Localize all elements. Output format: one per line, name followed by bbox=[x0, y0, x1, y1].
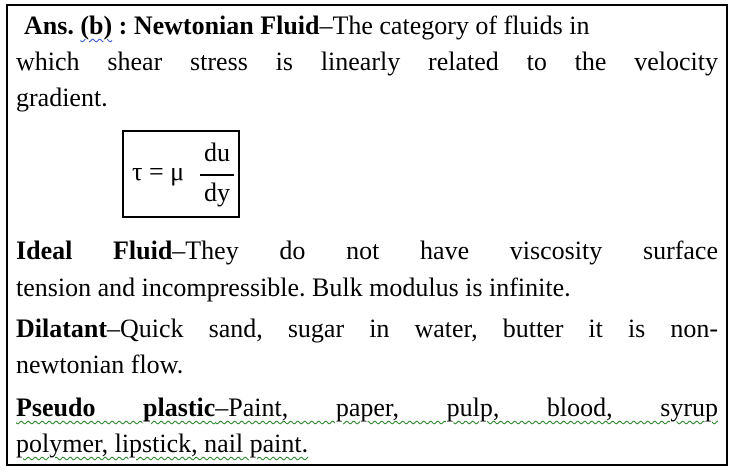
answer-label bbox=[24, 11, 319, 40]
ideal-fluid-line1 bbox=[16, 233, 718, 269]
answer-text-line3: gradient. bbox=[16, 83, 108, 112]
dilatant-line1 bbox=[16, 311, 718, 347]
answer-ans-text: Ans. bbox=[24, 11, 74, 40]
pseudo-plastic-line1 bbox=[16, 390, 718, 426]
fraction-bar bbox=[200, 174, 234, 176]
answer-term: Newtonian Fluid bbox=[133, 11, 320, 40]
shear-stress-formula bbox=[122, 130, 240, 218]
answer-heading-line bbox=[24, 8, 718, 44]
pseudo-plastic-text1: –Paint, paper, pulp, blood, syrup bbox=[215, 393, 718, 422]
dilatant-term: Dilatant bbox=[16, 314, 107, 343]
answer-text-line1: –The category of fluids in bbox=[319, 11, 590, 40]
pseudo-plastic-text2: polymer, lipstick, nail paint. bbox=[16, 429, 309, 458]
formula-numerator: du bbox=[204, 138, 230, 167]
ideal-fluid-term: Ideal Fluid bbox=[16, 236, 173, 265]
pseudo-plastic-line2 bbox=[16, 426, 718, 462]
answer-text-line2: which shear stress is linearly related to the velocity bbox=[16, 47, 718, 76]
pseudo-plastic-term: Pseudo plastic bbox=[16, 393, 216, 422]
answer-option-text: (b) bbox=[80, 11, 113, 40]
dilatant-line2: newtonian flow. bbox=[16, 350, 184, 379]
ideal-fluid-text1: –They do not have viscosity surface bbox=[172, 236, 719, 265]
dilatant-text1: –Quick sand, sugar in water, butter it is non- bbox=[107, 314, 718, 343]
formula-lhs: τ = μ bbox=[132, 157, 185, 186]
ideal-fluid-line2: tension and incompressible. Bulk modulus is infinite. bbox=[16, 273, 571, 302]
answer-colon: : bbox=[118, 11, 128, 40]
formula-denominator: dy bbox=[204, 178, 230, 207]
